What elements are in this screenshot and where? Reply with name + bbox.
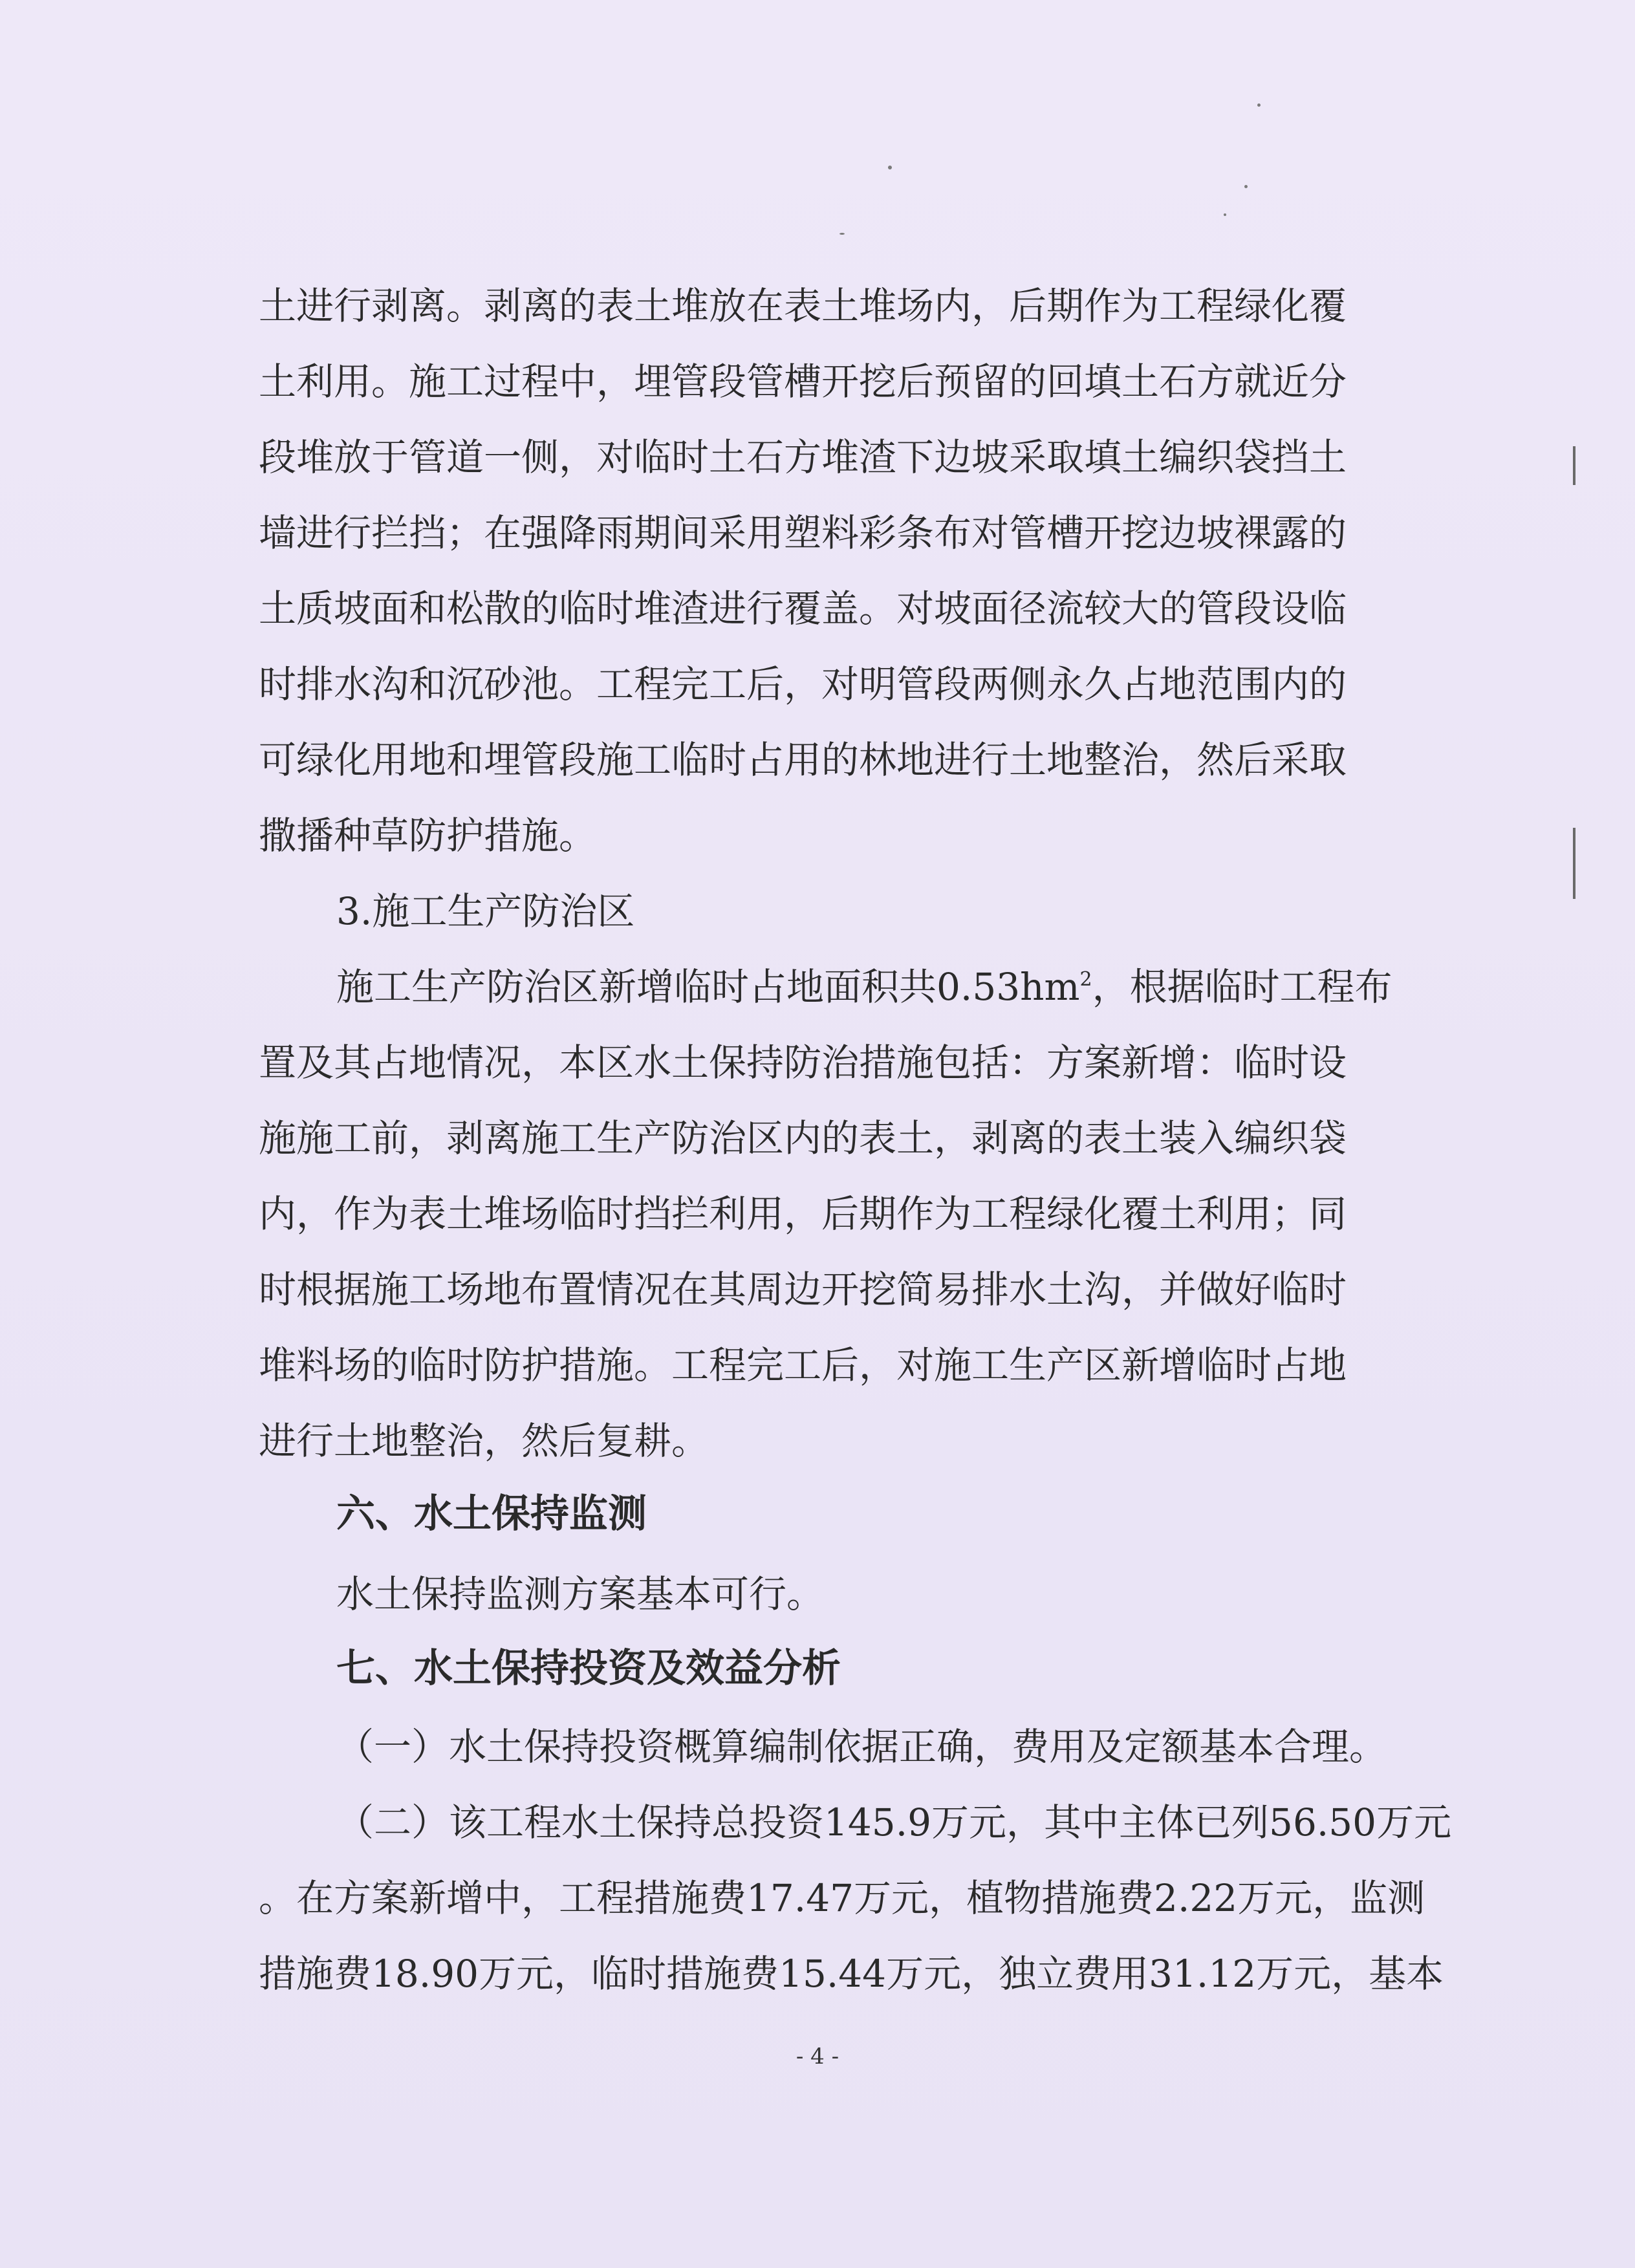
body-line: 撒播种草防护措施。 bbox=[259, 814, 597, 858]
body-line: 。在方案新增中，工程措施费17.47万元，植物措施费2.22万元，监测 bbox=[259, 1876, 1425, 1920]
body-line: 时根据施工场地布置情况在其周边开挖简易排水土沟，并做好临时 bbox=[259, 1268, 1347, 1312]
section-3-first-line bbox=[336, 961, 1392, 1013]
body-line: 段堆放于管道一侧，对临时土石方堆渣下边坡采取填土编织袋挡土 bbox=[259, 435, 1347, 479]
body-line: 置及其占地情况，本区水土保持防治措施包括：方案新增：临时设 bbox=[259, 1041, 1347, 1085]
section-3-title: 3.施工生产防治区 bbox=[336, 889, 635, 933]
body-line: 措施费18.90万元，临时措施费15.44万元，独立费用31.12万元，基本 bbox=[259, 1952, 1444, 1996]
superscript-two: 2 bbox=[1079, 968, 1092, 991]
section-3-text-b: ，根据临时工程布 bbox=[1092, 965, 1392, 1009]
body-line: 堆料场的临时防护措施。工程完工后，对施工生产区新增临时占地 bbox=[259, 1343, 1347, 1387]
investment-item-2: （二）该工程水土保持总投资145.9万元，其中主体已列56.50万元 bbox=[336, 1800, 1452, 1844]
body-line: 土利用。施工过程中，埋管段管槽开挖后预留的回填土石方就近分 bbox=[259, 360, 1347, 404]
heading-investment: 七、水土保持投资及效益分析 bbox=[336, 1646, 841, 1691]
body-line: 时排水沟和沉砂池。工程完工后，对明管段两侧永久占地范围内的 bbox=[259, 662, 1347, 706]
monitoring-text: 水土保持监测方案基本可行。 bbox=[336, 1572, 825, 1616]
scan-speck bbox=[839, 233, 845, 235]
body-line: 土质坡面和松散的临时堆渣进行覆盖。对坡面径流较大的管段设临 bbox=[259, 587, 1347, 631]
scan-speck bbox=[1244, 185, 1248, 188]
scan-edge-mark bbox=[1573, 828, 1575, 899]
heading-monitoring: 六、水土保持监测 bbox=[336, 1491, 647, 1537]
page-number: - 4 - bbox=[796, 2044, 839, 2069]
scan-speck bbox=[1224, 213, 1226, 216]
investment-item-1: （一）水土保持投资概算编制依据正确，费用及定额基本合理。 bbox=[336, 1725, 1387, 1769]
section-3-text-a: 施工生产防治区新增临时占地面积共0.53hm bbox=[336, 965, 1080, 1009]
scan-speck bbox=[1257, 103, 1261, 107]
scan-speck bbox=[888, 166, 892, 169]
body-line: 墙进行拦挡；在强降雨期间采用塑料彩条布对管槽开挖边坡裸露的 bbox=[259, 511, 1347, 555]
body-line: 内，作为表土堆场临时挡拦利用，后期作为工程绿化覆土利用；同 bbox=[259, 1192, 1347, 1236]
body-line: 进行土地整治，然后复耕。 bbox=[259, 1419, 709, 1463]
body-line: 土进行剥离。剥离的表土堆放在表土堆场内，后期作为工程绿化覆 bbox=[259, 284, 1347, 328]
body-line: 施施工前，剥离施工生产防治区内的表土，剥离的表土装入编织袋 bbox=[259, 1116, 1347, 1160]
body-line: 可绿化用地和埋管段施工临时占用的林地进行土地整治，然后采取 bbox=[259, 738, 1347, 782]
scan-edge-mark bbox=[1573, 446, 1575, 485]
